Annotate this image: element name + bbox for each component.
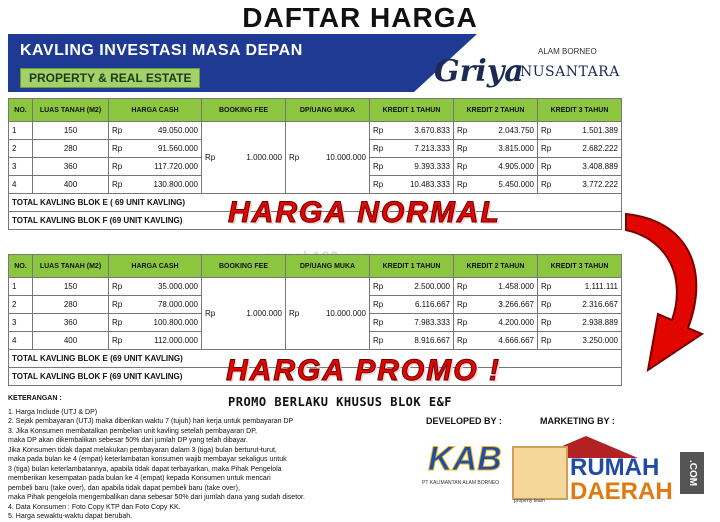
kredit3-value: 3.250.000 [582, 336, 618, 345]
keterangan-line: memberikan kesempatan pada bulan ke 4 (empat) kepada Konsumen untuk mencari [8, 475, 271, 482]
cell-no: 2 [9, 296, 33, 314]
cell-kredit1 [370, 158, 454, 176]
cash-value: 35.000.000 [157, 282, 198, 291]
cell-kredit1 [370, 332, 454, 350]
cell-cash [109, 158, 202, 176]
header-dp: DP/UANG MUKA [286, 255, 370, 278]
currency-label: Rp [112, 282, 123, 291]
kredit2-value: 4.666.667 [498, 336, 534, 345]
cash-value: 117.720.000 [154, 162, 198, 171]
keterangan-line: pembeli baru (take over), dan apabila tidak dapat pembeli baru (take over), [8, 484, 240, 492]
cell-no: 1 [9, 278, 33, 296]
kredit3-value: 3.772.222 [582, 180, 618, 189]
currency-label: Rp [541, 162, 552, 171]
cell-kredit1 [370, 314, 454, 332]
header-kredit2: KREDIT 2 TAHUN [454, 255, 538, 278]
cell-kredit3 [538, 122, 622, 140]
kredit1-value: 9.393.333 [414, 162, 450, 171]
total-blok-e: TOTAL KAVLING BLOK E (69 UNIT KAVLING) [9, 350, 622, 368]
keterangan-line: maka pada bulan ke 4 (empat) keterlambatan konsumen wajib membayar sekaligus untuk [8, 456, 287, 463]
cell-luas: 280 [33, 140, 109, 158]
header-cash: HARGA CASH [109, 99, 202, 122]
kredit3-value: 2.682.222 [582, 144, 618, 153]
currency-label: Rp [373, 282, 384, 291]
currency-label: Rp [205, 309, 216, 318]
rumah-daerah-word2: DAERAH [570, 478, 673, 505]
cell-kredit2 [454, 176, 538, 194]
keterangan-line: maka Pihak pengelola mengembalikan dana sebesar 50% dari jumlah dana yang sudah disetor. [8, 494, 305, 501]
currency-label: Rp [541, 318, 552, 327]
currency-label: Rp [541, 282, 552, 291]
currency-label: Rp [457, 300, 468, 309]
cash-value: 112.000.000 [154, 336, 198, 345]
currency-label: Rp [112, 318, 123, 327]
kredit3-value: 1.111.111 [584, 282, 618, 291]
header-luas: LUAS TANAH (M2) [33, 255, 109, 278]
currency-label: Rp [112, 300, 123, 309]
table-header-row [9, 255, 622, 278]
currency-label: Rp [289, 153, 300, 162]
currency-label: Rp [541, 300, 552, 309]
currency-label: Rp [112, 126, 123, 135]
logo-small-text: ALAM BORNEO [538, 47, 597, 56]
kredit1-value: 8.916.667 [414, 336, 450, 345]
currency-label: Rp [373, 162, 384, 171]
currency-label: Rp [373, 144, 384, 153]
header-booking: BOOKING FEE [202, 255, 286, 278]
currency-label: Rp [541, 126, 552, 135]
cell-cash [109, 122, 202, 140]
kredit3-value: 2.938.889 [582, 318, 618, 327]
cell-no: 4 [9, 332, 33, 350]
header-kredit3: KREDIT 3 TAHUN [538, 99, 622, 122]
banner-tag: PROPERTY & REAL ESTATE [20, 68, 200, 88]
kredit1-value: 3.670.833 [414, 126, 450, 135]
cell-no: 4 [9, 176, 33, 194]
table-row [9, 278, 622, 296]
rumah-daerah-logo [508, 436, 714, 506]
cell-cash [109, 278, 202, 296]
header-kredit1: KREDIT 1 TAHUN [370, 255, 454, 278]
rumah-daerah-com: .COM [680, 452, 704, 494]
header-kredit3: KREDIT 3 TAHUN [538, 255, 622, 278]
harga-promo-stamp: HARGA PROMO ! [226, 354, 501, 387]
dp-value: 10.000.000 [325, 309, 366, 318]
currency-label: Rp [373, 300, 384, 309]
cell-cash [109, 314, 202, 332]
keterangan-block [8, 394, 408, 522]
marketing-by-label: MARKETING BY : [540, 416, 615, 426]
currency-label: Rp [541, 336, 552, 345]
currency-label: Rp [112, 336, 123, 345]
cell-kredit3 [538, 332, 622, 350]
cash-value: 130.800.000 [153, 180, 198, 189]
keterangan-line: Jika Konsumen tidak dapat melakukan pembayaran dalam 3 (tiga) bulan berturut-turut, [8, 446, 277, 454]
currency-label: Rp [112, 180, 123, 189]
header-luas: LUAS TANAH (M2) [33, 99, 109, 122]
cell-no: 3 [9, 314, 33, 332]
cash-value: 78.000.000 [157, 300, 198, 309]
rumah-daerah-word1: RUMAH [570, 454, 660, 481]
cell-booking-fee [202, 122, 286, 194]
cash-value: 49.050.000 [157, 126, 198, 135]
currency-label: Rp [457, 126, 468, 135]
cell-kredit3 [538, 158, 622, 176]
header-cash: HARGA CASH [109, 255, 202, 278]
house-icon [512, 446, 568, 500]
cell-luas: 400 [33, 176, 109, 194]
keterangan-line: 4. Data Konsumen : Foto Copy KTP dan Foto Copy KK. [8, 503, 181, 511]
cell-kredit1 [370, 278, 454, 296]
cell-cash [109, 332, 202, 350]
kredit2-value: 3.266.667 [498, 300, 534, 309]
table-header-row [9, 99, 622, 122]
cell-booking-fee [202, 278, 286, 350]
total-blok-f: TOTAL KAVLING BLOK F (69 UNIT KAVLING) [9, 212, 622, 230]
cell-cash [109, 296, 202, 314]
header-dp: DP/UANG MUKA [286, 99, 370, 122]
keterangan-line: 2. Sejak pembayaran (UTJ) maka diberikan waktu 7 (tujuh) hari kerja untuk pembayaran DP [8, 418, 294, 425]
cell-dp [286, 122, 370, 194]
booking-fee-value: 1.000.000 [246, 153, 282, 162]
kredit2-value: 5.450.000 [498, 180, 534, 189]
harga-normal-stamp: HARGA NORMAL [228, 196, 501, 229]
keterangan-line: 5. Harga sewaktu-waktu dapat berubah. [8, 513, 133, 520]
page-title: DAFTAR HARGA [242, 2, 478, 33]
dp-value: 10.000.000 [325, 153, 366, 162]
currency-label: Rp [205, 153, 216, 162]
currency-label: Rp [373, 126, 384, 135]
cell-luas: 150 [33, 278, 109, 296]
kredit3-value: 3.408.889 [582, 162, 618, 171]
keterangan-line: 3. Jika Konsumen membatalkan pembelian unit kavling setelah pembayaran DP, [8, 427, 257, 435]
kredit2-value: 4.200.000 [498, 318, 534, 327]
cell-kredit1 [370, 296, 454, 314]
cell-kredit3 [538, 314, 622, 332]
cell-luas: 150 [33, 122, 109, 140]
cell-kredit3 [538, 278, 622, 296]
cell-luas: 360 [33, 314, 109, 332]
red-arrow-icon [618, 210, 714, 380]
kredit1-value: 6.116.667 [415, 300, 450, 309]
banner-headline: KAVLING INVESTASI MASA DEPAN [20, 42, 303, 59]
currency-label: Rp [457, 144, 468, 153]
kab-logo-subtitle: PT KALIMANTAN ALAM BORNEO [422, 480, 500, 486]
currency-label: Rp [112, 162, 123, 171]
currency-label: Rp [373, 318, 384, 327]
cell-no: 2 [9, 140, 33, 158]
header-booking: BOOKING FEE [202, 99, 286, 122]
currency-label: Rp [457, 282, 468, 291]
table-row [9, 122, 622, 140]
logo-sub-text: NUSANTARA [520, 64, 620, 80]
kab-logo [422, 436, 510, 486]
cell-cash [109, 176, 202, 194]
cell-kredit2 [454, 158, 538, 176]
kredit2-value: 2.043.750 [498, 126, 534, 135]
cell-kredit2 [454, 332, 538, 350]
kredit1-value: 2.500.000 [414, 282, 450, 291]
currency-label: Rp [541, 144, 552, 153]
currency-label: Rp [112, 144, 123, 153]
griya-logo [432, 38, 622, 92]
cell-kredit3 [538, 140, 622, 158]
kredit2-value: 3.815.000 [498, 144, 534, 153]
header-no: NO. [9, 99, 33, 122]
cell-kredit2 [454, 278, 538, 296]
cell-kredit1 [370, 140, 454, 158]
cell-kredit1 [370, 176, 454, 194]
cell-kredit2 [454, 140, 538, 158]
property-team-label: property team [514, 498, 545, 504]
kredit1-value: 7.983.333 [414, 318, 450, 327]
cell-kredit2 [454, 314, 538, 332]
currency-label: Rp [457, 336, 468, 345]
cell-kredit1 [370, 122, 454, 140]
cell-cash [109, 140, 202, 158]
cell-kredit2 [454, 296, 538, 314]
cell-luas: 400 [33, 332, 109, 350]
kredit1-value: 7.213.333 [414, 144, 450, 153]
cash-value: 100.800.000 [153, 318, 198, 327]
total-blok-f: TOTAL KAVLING BLOK F (69 UNIT KAVLING) [9, 368, 622, 386]
cell-no: 3 [9, 158, 33, 176]
currency-label: Rp [289, 309, 300, 318]
header-kredit2: KREDIT 2 TAHUN [454, 99, 538, 122]
cell-luas: 360 [33, 158, 109, 176]
cash-value: 91.560.000 [157, 144, 198, 153]
cell-luas: 280 [33, 296, 109, 314]
kredit2-value: 4.905.000 [498, 162, 534, 171]
kredit2-value: 1.458.000 [498, 282, 534, 291]
keterangan-line: 1. Harga Include (UTJ & DP) [8, 408, 98, 416]
currency-label: Rp [457, 162, 468, 171]
currency-label: Rp [373, 336, 384, 345]
developed-by-label: DEVELOPED BY : [426, 416, 502, 426]
currency-label: Rp [457, 318, 468, 327]
cell-kredit3 [538, 176, 622, 194]
currency-label: Rp [457, 180, 468, 189]
keterangan-title: KETERANGAN : [8, 395, 62, 402]
logo-main-text: Griya [434, 54, 524, 89]
cell-kredit2 [454, 122, 538, 140]
cell-no: 1 [9, 122, 33, 140]
promo-note: PROMO BERLAKU KHUSUS BLOK E&F [228, 395, 453, 409]
currency-label: Rp [373, 180, 384, 189]
header-no: NO. [9, 255, 33, 278]
cell-kredit3 [538, 296, 622, 314]
keterangan-line: maka DP akan dikembalikan sebesar 50% dari jumlah DP yang telah dibayar. [8, 437, 248, 444]
header-kredit1: KREDIT 1 TAHUN [370, 99, 454, 122]
kab-logo-text: KAB [428, 440, 502, 478]
kredit3-value: 2.316.667 [582, 300, 618, 309]
keterangan-line: 3 (tiga) bulan keterlambatannya, apabila tidak dapat terbayarkan, maka Pihak Pengelola [8, 465, 282, 473]
currency-label: Rp [541, 180, 552, 189]
kredit3-value: 1.501.389 [582, 126, 618, 135]
cell-dp [286, 278, 370, 350]
booking-fee-value: 1.000.000 [246, 309, 282, 318]
total-blok-e: TOTAL KAVLING BLOK E ( 69 UNIT KAVLING) [9, 194, 622, 212]
kredit1-value: 10.483.333 [409, 180, 450, 189]
